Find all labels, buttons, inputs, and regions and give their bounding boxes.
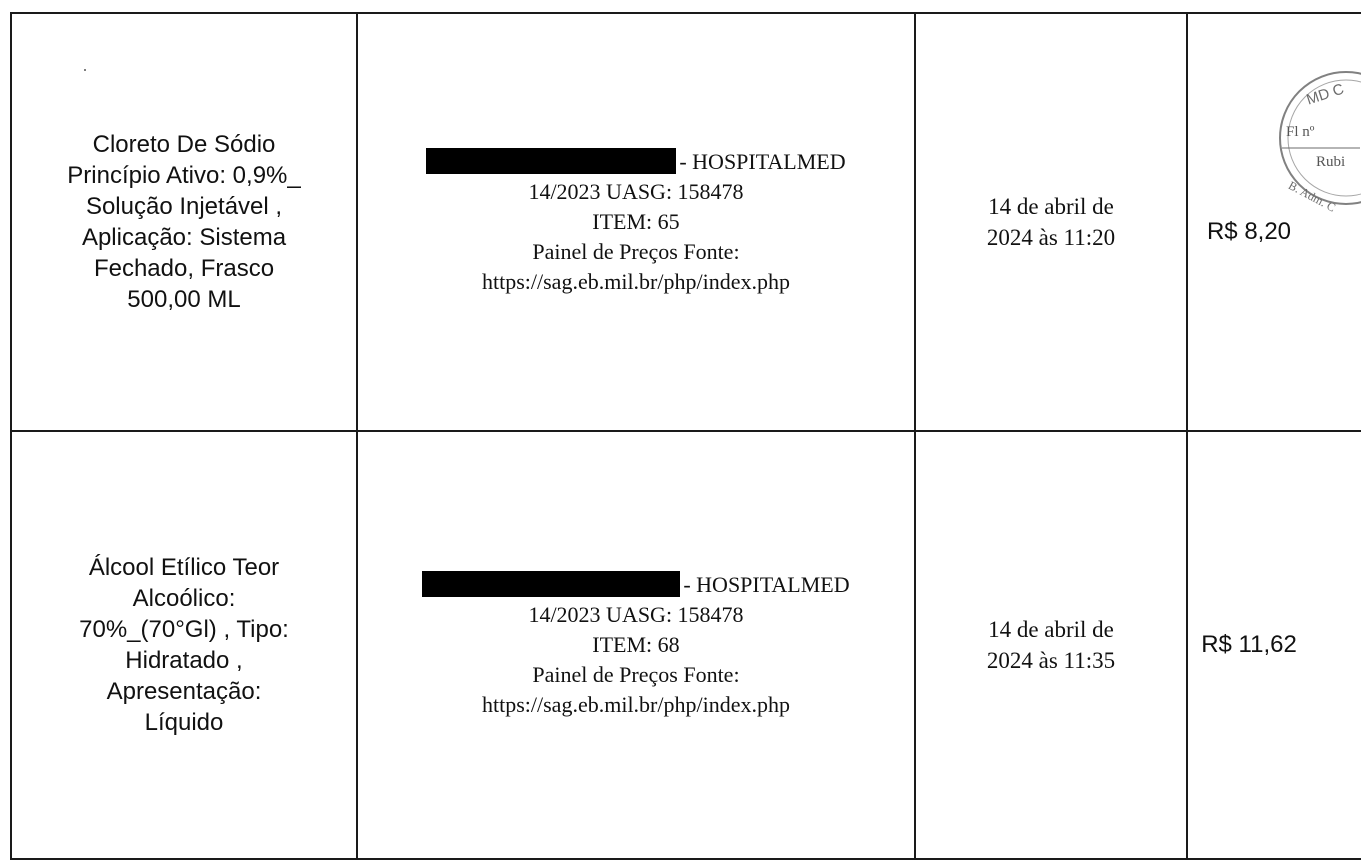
source-url: https://sag.eb.mil.br/php/index.php: [482, 692, 790, 717]
price-value: R$ 11,62: [1201, 631, 1297, 658]
source-head-line: [358, 570, 914, 600]
price-cell: [1187, 13, 1361, 431]
stamp-text-top: MD C: [1304, 80, 1347, 109]
product-line: Solução Injetável ,: [85, 193, 283, 220]
table-row: [11, 13, 1361, 431]
source-head: - HOSPITALMED: [683, 572, 850, 597]
product-description-cell: [11, 13, 357, 431]
price-cell: [1187, 431, 1361, 859]
price-source-cell: [357, 431, 915, 859]
source-line: 14/2023 UASG: 158478: [528, 179, 744, 204]
source-line: ITEM: 65: [592, 209, 680, 234]
product-line: Álcool Etílico Teor: [88, 554, 280, 581]
product-line: 500,00 ML: [127, 286, 241, 313]
source-line: Painel de Preços Fonte:: [532, 239, 740, 264]
product-line: Cloreto De Sódio: [92, 131, 276, 158]
table-row: [11, 431, 1361, 859]
date-line: 2024 às 11:35: [986, 648, 1116, 673]
product-line: Alcoólico:: [132, 585, 236, 612]
source-line: Painel de Preços Fonte:: [532, 662, 740, 687]
stamp-text-rub: Rubi: [1316, 154, 1346, 170]
product-line: Hidratado ,: [125, 647, 243, 674]
product-line: Aplicação: Sistema: [81, 224, 287, 251]
product-line: Líquido: [144, 709, 224, 736]
source-url: https://sag.eb.mil.br/php/index.php: [482, 269, 790, 294]
product-description-cell: [11, 431, 357, 859]
redaction-bar: [422, 571, 680, 597]
source-line: ITEM: 68: [592, 632, 680, 657]
product-line: Princípio Ativo: 0,9%_: [67, 162, 301, 189]
redaction-bar: [426, 148, 676, 174]
stamp-text-bottom: B. Adm. C: [1286, 178, 1339, 215]
source-head: - HOSPITALMED: [679, 149, 846, 174]
price-source-cell: [357, 13, 915, 431]
date-cell: [915, 431, 1187, 859]
product-line: 70%_(70°Gl) , Tipo:: [79, 616, 289, 643]
price-quote-table: [10, 12, 1361, 860]
date-line: 14 de abril de: [988, 617, 1114, 642]
source-line: 14/2023 UASG: 158478: [528, 602, 744, 627]
price-value: R$ 8,20: [1206, 218, 1292, 245]
source-head-line: [358, 147, 914, 177]
stamp-text-fl: Fl nº: [1286, 124, 1315, 140]
date-line: 14 de abril de: [988, 194, 1114, 219]
date-cell: [915, 13, 1187, 431]
product-line: Apresentação:: [106, 678, 262, 705]
date-line: 2024 às 11:20: [986, 225, 1116, 250]
product-line: Fechado, Frasco: [93, 255, 275, 282]
